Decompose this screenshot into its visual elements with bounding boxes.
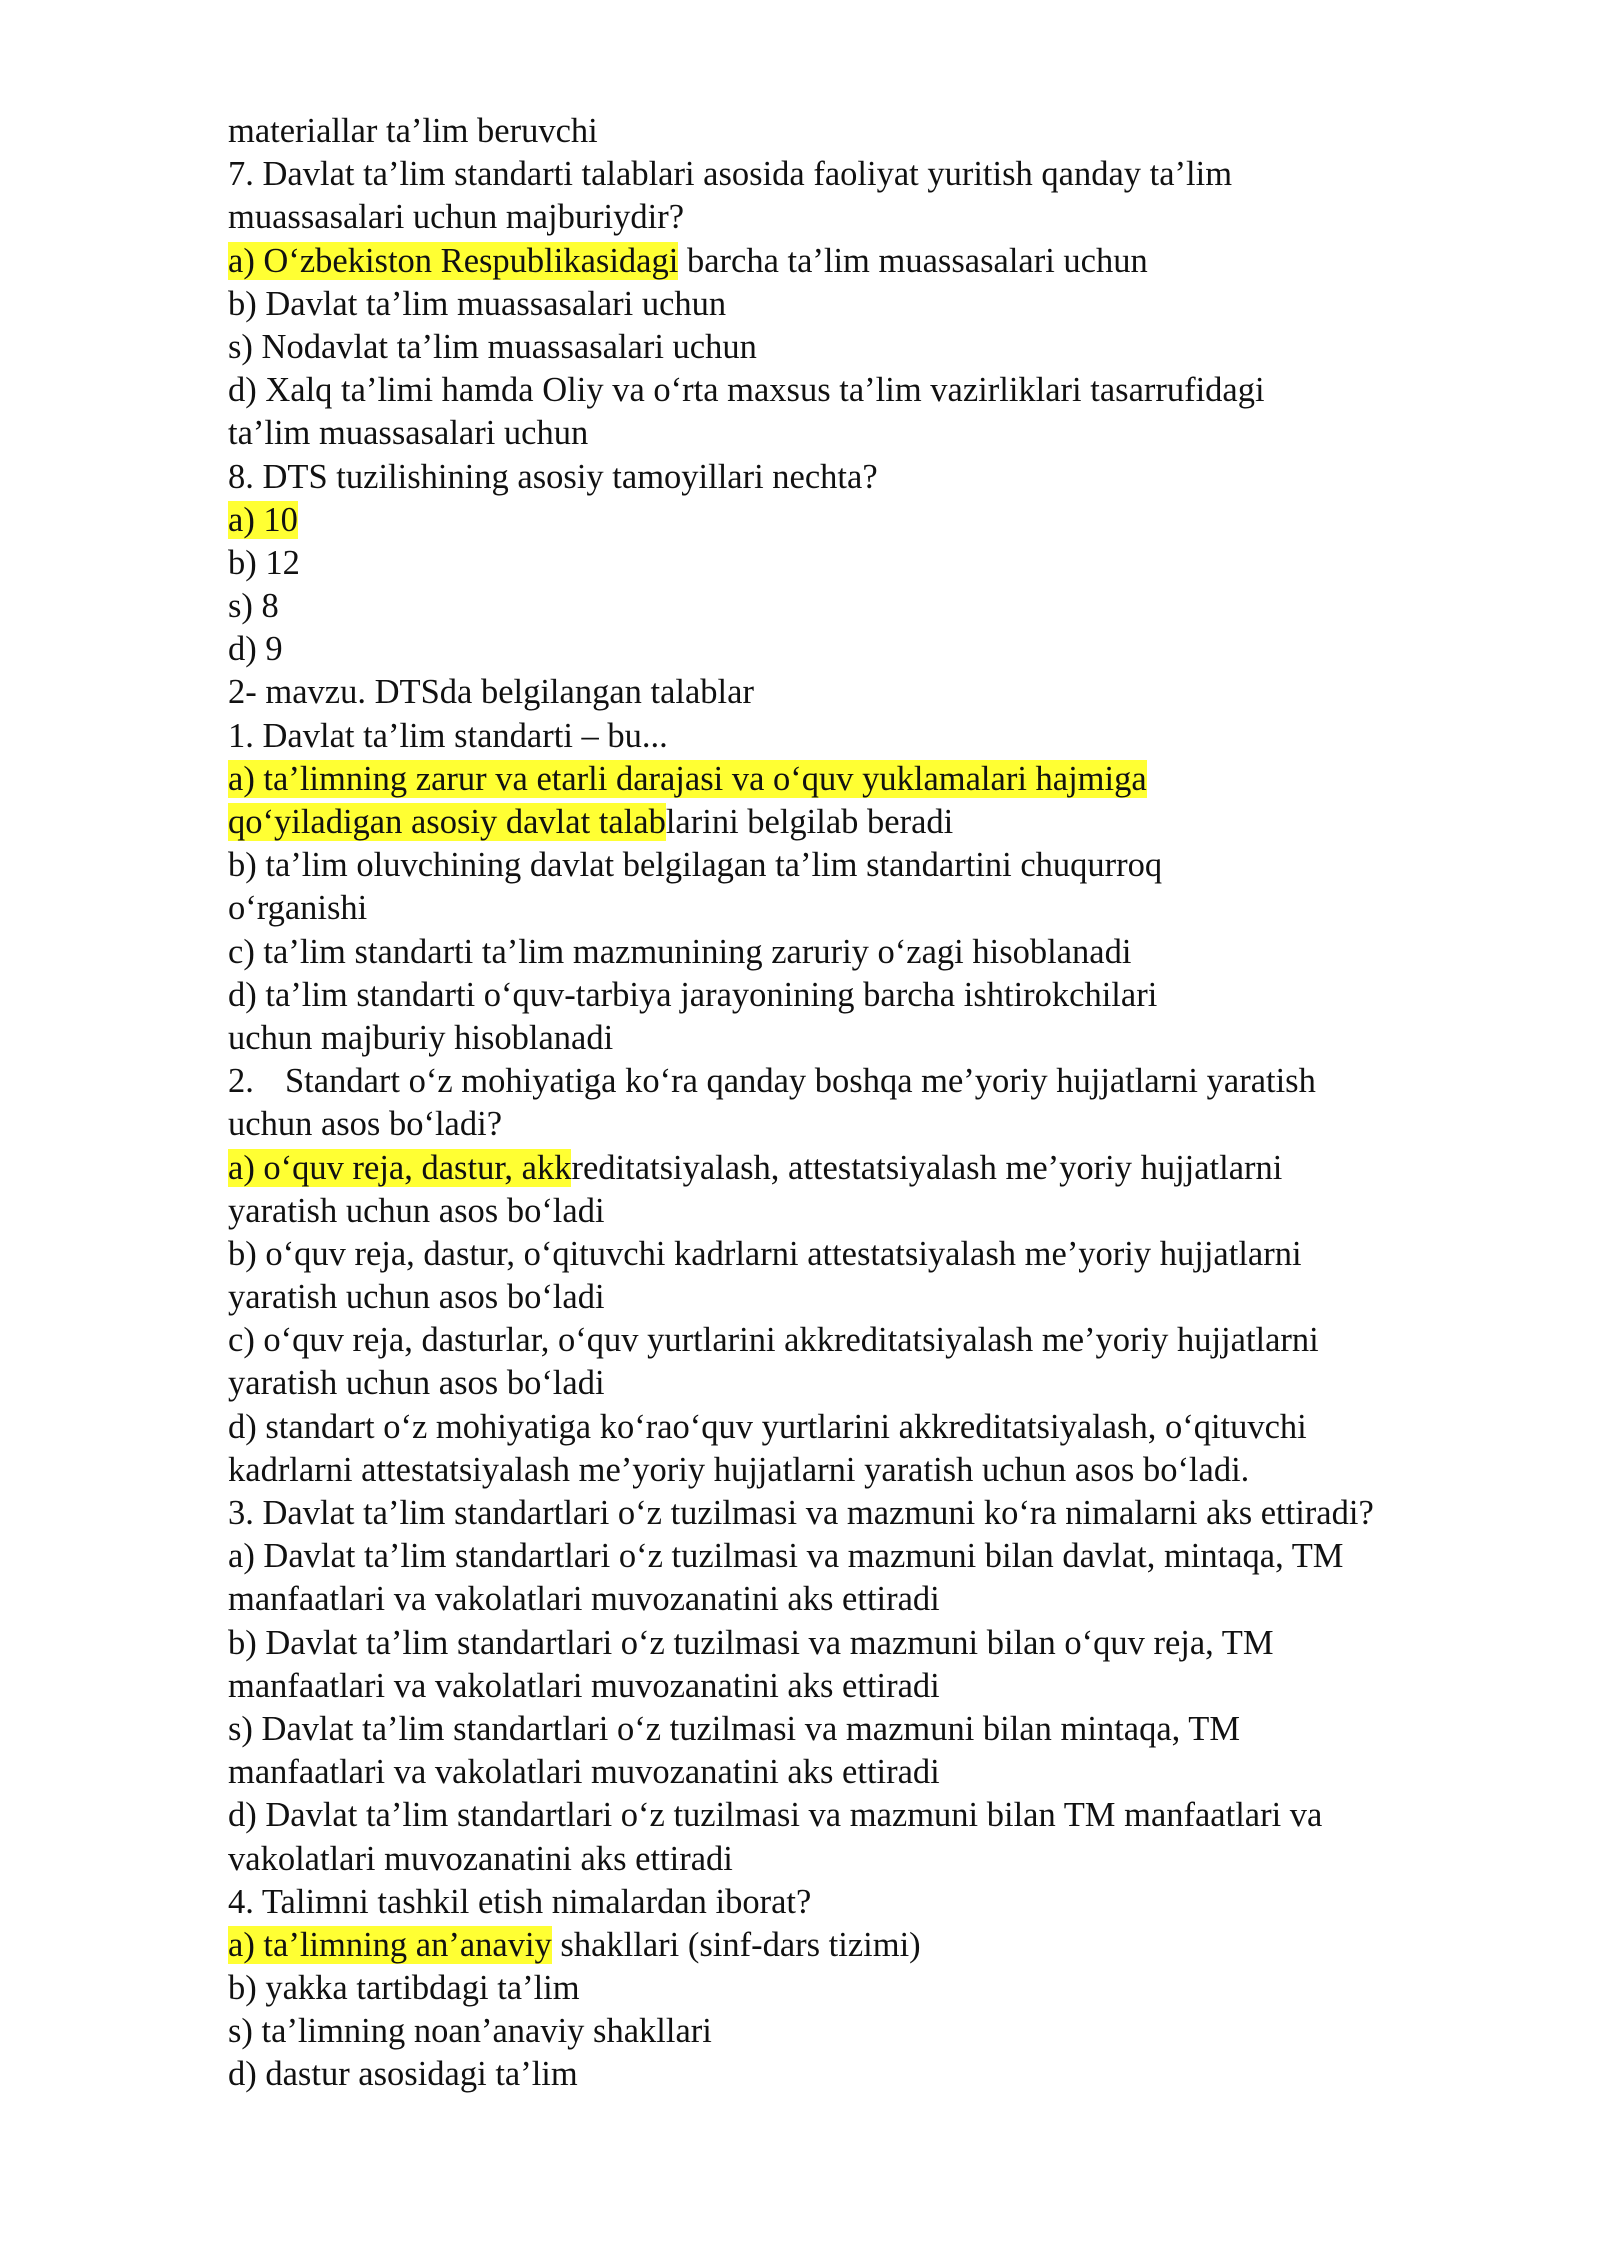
question-line [228, 456, 1528, 499]
line-text: d) standart o‘z mohiyatiga ko‘rao‘quv yurtlarini akkreditatsiyalash, o‘qituvchi [228, 1407, 1307, 1446]
answer-line [228, 887, 1528, 930]
line-text: uchun majburiy hisoblanadi [228, 1018, 614, 1057]
section-heading [228, 671, 1528, 714]
line-text: yaratish uchun asos bo‘ladi [228, 1278, 605, 1317]
answer-line [228, 758, 1528, 801]
answer-line [228, 1967, 1528, 2010]
line-text: manfaatlari va vakolatlari muvozanatini aks ettiradi [228, 1580, 940, 1619]
answer-line [228, 2010, 1528, 2053]
highlighted-answer: a) o‘quv reja, dastur, akk [228, 1148, 572, 1187]
question-line [228, 1103, 1528, 1146]
answer-line [228, 1751, 1528, 1794]
line-text: d) dastur asosidagi ta’lim [228, 2055, 578, 2094]
answer-line [228, 1838, 1528, 1881]
answer-line [228, 1924, 1528, 1967]
answer-line [228, 1017, 1528, 1060]
line-text: manfaatlari va vakolatlari muvozanatini aks ettiradi [228, 1666, 940, 1705]
answer-line [228, 801, 1528, 844]
line-text: muassasalari uchun majburiydir? [228, 198, 685, 237]
question-line [228, 196, 1528, 239]
answer-line [228, 1708, 1528, 1751]
line-text: a) Davlat ta’lim standartlari o‘z tuzilmasi va mazmuni bilan davlat, mintaqa, TM [228, 1537, 1344, 1576]
answer-line [228, 283, 1528, 326]
highlighted-answer: a) ta’limning an’anaviy [228, 1925, 552, 1964]
line-text: b) ta’lim oluvchining davlat belgilagan ta’lim standartini chuqurroq [228, 846, 1163, 885]
answer-line [228, 1276, 1528, 1319]
line-text: s) 8 [228, 587, 279, 626]
answer-line [228, 1622, 1528, 1665]
highlighted-answer: a) ta’limning zarur va etarli darajasi va o‘quv yuklamalari hajmiga [228, 759, 1147, 798]
question-line [228, 153, 1528, 196]
line-text: 7. Davlat ta’lim standarti talablari asosida faoliyat yuritish qanday ta’lim [228, 155, 1233, 194]
answer-line [228, 585, 1528, 628]
line-text: s) Davlat ta’lim standartlari o‘z tuzilmasi va mazmuni bilan mintaqa, TM [228, 1709, 1241, 1748]
line-text: b) o‘quv reja, dastur, o‘qituvchi kadrlarni attestatsiyalash me’yoriy hujjatlarni [228, 1234, 1302, 1273]
line-text: uchun asos bo‘ladi? [228, 1105, 503, 1144]
answer-line [228, 1665, 1528, 1708]
question-line [228, 715, 1528, 758]
line-text: ta’lim muassasalari uchun [228, 414, 589, 453]
line-text: b) Davlat ta’lim standartlari o‘z tuzilmasi va mazmuni bilan o‘quv reja, TM [228, 1623, 1274, 1662]
answer-line [228, 369, 1528, 412]
line-text: vakolatlari muvozanatini aks ettiradi [228, 1839, 733, 1878]
line-text: b) yakka tartibdagi ta’lim [228, 1969, 580, 2008]
answer-line [228, 628, 1528, 671]
answer-line [228, 1233, 1528, 1276]
answer-line [228, 1794, 1528, 1837]
highlighted-answer: a) O‘zbekiston Respublikasidagi [228, 241, 679, 280]
answer-line [228, 844, 1528, 887]
line-text: yaratish uchun asos bo‘ladi [228, 1191, 605, 1230]
answer-line [228, 412, 1528, 455]
line-text: o‘rganishi [228, 889, 368, 928]
line-text: 1. Davlat ta’lim standarti – bu... [228, 716, 668, 755]
line-text: larini belgilab beradi [665, 803, 954, 841]
line-text: s) ta’limning noan’anaviy shakllari [228, 2012, 712, 2051]
answer-line [228, 974, 1528, 1017]
answer-line [228, 499, 1528, 542]
text-line [228, 110, 1528, 153]
line-text: Standart o‘z mohiyatiga ko‘ra qanday boshqa me’yoriy hujjatlarni yaratish [285, 1062, 1316, 1101]
answer-line [228, 326, 1528, 369]
answer-line [228, 542, 1528, 585]
line-text: b) Davlat ta’lim muassasalari uchun [228, 284, 727, 323]
line-text: c) o‘quv reja, dasturlar, o‘quv yurtlarini akkreditatsiyalash me’yoriy hujjatlarni [228, 1321, 1319, 1360]
line-text: b) 12 [228, 543, 300, 582]
answer-line [228, 1362, 1528, 1405]
answer-line [228, 1147, 1528, 1190]
answer-line [228, 1406, 1528, 1449]
question-number: 2. [228, 1062, 254, 1101]
line-text: manfaatlari va vakolatlari muvozanatini aks ettiradi [228, 1753, 940, 1792]
answer-line [228, 1578, 1528, 1621]
line-text: c) ta’lim standarti ta’lim mazmunining zaruriy o‘zagi hisoblanadi [228, 932, 1132, 971]
line-text: 8. DTS tuzilishining asosiy tamoyillari nechta? [228, 457, 878, 496]
line-text: shakllari (sinf-dars tizimi) [551, 1925, 921, 1964]
line-text: 3. Davlat ta’lim standartlari o‘z tuzilmasi va mazmuni ko‘ra nimalarni aks ettiradi? [228, 1494, 1374, 1532]
answer-line [228, 2053, 1528, 2096]
line-text: d) 9 [228, 630, 283, 669]
line-text: 2- mavzu. DTSda belgilangan talablar [228, 673, 754, 712]
question-line [228, 1881, 1528, 1924]
line-text: d) ta’lim standarti o‘quv-tarbiya jarayonining barcha ishtirokchilari [228, 975, 1158, 1014]
answer-line [228, 1190, 1528, 1233]
line-text: 4. Talimni tashkil etish nimalardan iborat? [228, 1882, 812, 1921]
question-line [228, 1060, 1528, 1103]
line-text: barcha ta’lim muassasalari uchun [678, 241, 1148, 280]
line-text: materiallar ta’lim beruvchi [228, 112, 598, 150]
question-line [228, 1492, 1528, 1535]
line-text: kadrlarni attestatsiyalash me’yoriy hujjatlarni yaratish uchun asos bo‘ladi. [228, 1450, 1250, 1489]
answer-line [228, 1535, 1528, 1578]
answer-line [228, 931, 1528, 974]
answer-line [228, 240, 1528, 283]
answer-line [228, 1319, 1528, 1362]
line-text: d) Xalq ta’limi hamda Oliy va o‘rta maxsus ta’lim vazirliklari tasarrufidagi [228, 371, 1265, 410]
highlighted-answer: a) 10 [228, 500, 298, 539]
line-text: s) Nodavlat ta’lim muassasalari uchun [228, 327, 757, 366]
answer-line [228, 1449, 1528, 1492]
document-page [228, 110, 1528, 2097]
line-text: yaratish uchun asos bo‘ladi [228, 1364, 605, 1403]
line-text: reditatsiyalash, attestatsiyalash me’yoriy hujjatlarni [571, 1148, 1283, 1187]
highlighted-answer: qo‘yiladigan asosiy davlat talab [228, 803, 666, 841]
line-text: d) Davlat ta’lim standartlari o‘z tuzilmasi va mazmuni bilan TM manfaatlari va [228, 1796, 1323, 1835]
